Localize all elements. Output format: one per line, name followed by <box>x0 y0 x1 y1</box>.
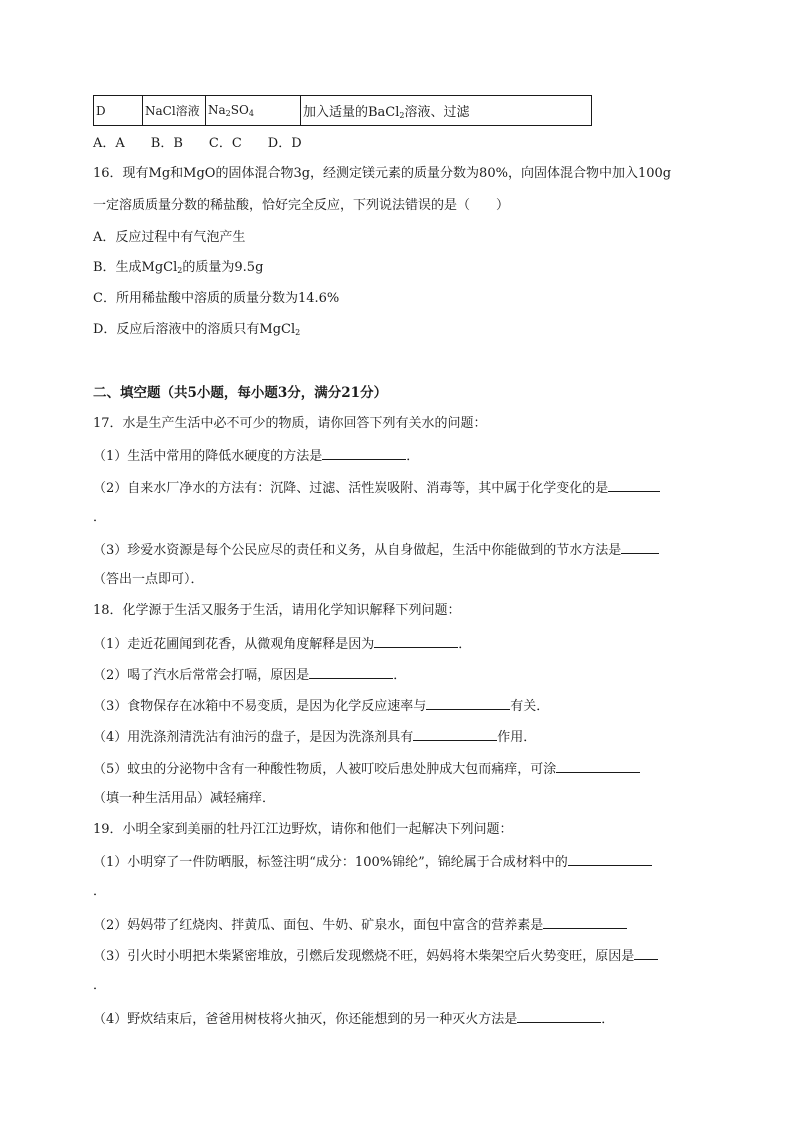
q18-part2: （2）喝了汽水后常常会打嗝，原因是 ． <box>93 668 407 683</box>
q18-part5-end: （填一种生活用品）减轻痛痒． <box>93 791 276 806</box>
q17-part2: （2）自来水厂净水的方法有：沉降、过滤、活性炭吸附、消毒等，其中属于化学变化的是 <box>93 479 660 497</box>
q16-stem-line1: 16．现有Mg和MgO的固体混合物3g，经测定镁元素的质量分数为80%，向固体混合物中加入100g <box>93 166 672 181</box>
q18-stem: 18．化学源于生活又服务于生活，请用化学知识解释下列问题： <box>93 603 461 618</box>
q18-part5: （5）蚊虫的分泌物中含有一种酸性物质，人被叮咬后患处肿成大包而痛痒，可涂 <box>93 760 640 778</box>
answer-blank[interactable] <box>374 635 458 648</box>
q19-stem: 19．小明全家到美丽的牡丹江江边野炊，请你和他们一起解决下列问题： <box>93 822 513 837</box>
q19-part2: （2）妈妈带了红烧肉、拌黄瓜、面包、牛奶、矿泉水，面包中富含的营养素是 <box>93 916 627 934</box>
q17-stem: 17．水是生产生活中必不可少的物质，请你回答下列有关水的问题： <box>93 416 487 431</box>
q18-part3: （3）食物保存在冰箱中不易变质，是因为化学反应速率与 有关． <box>93 699 550 714</box>
table-cell-option: D <box>94 96 143 126</box>
q16-option-b: B．生成MgCl$_2$的质量为9.5g <box>93 260 264 275</box>
q17-part3: （3）珍爱水资源是每个公民应尽的责任和义务，从自身做起，生活中你能做到的节水方法是 <box>93 541 659 559</box>
q19-part3: （3）引火时小明把木柴紧密堆放，引燃后发现燃烧不旺，妈妈将木柴架空后火势变旺，原因是 <box>93 947 658 965</box>
answer-blank[interactable] <box>634 947 658 960</box>
answer-blank[interactable] <box>426 697 510 710</box>
table-cell-method: 加入适量的BaCl$_2$溶液、过滤 <box>301 96 592 126</box>
answer-blank[interactable] <box>413 728 497 741</box>
answer-blank[interactable] <box>608 479 660 492</box>
q17-part2-end: ． <box>93 510 107 525</box>
q18-part1: （1）走近花圃闻到花香，从微观角度解释是因为 ． <box>93 637 472 652</box>
q17-part1: （1）生活中常用的降低水硬度的方法是 ． <box>93 449 420 464</box>
q19-part1: （1）小明穿了一件防晒服，标签注明“成分：100%锦纶”，锦纶属于合成材料中的 <box>93 853 652 871</box>
q17-part3-end: （答出一点即可）． <box>93 572 204 587</box>
q19-part1-end: ． <box>93 884 107 899</box>
answer-blank[interactable] <box>556 760 640 773</box>
options-table-row-d <box>93 95 592 126</box>
q19-part4: （4）野炊结束后，爸爸用树枝将火抽灭，你还能想到的另一种灭火方法是 ． <box>93 1012 615 1027</box>
q19-part3-end: ． <box>93 978 107 993</box>
table-cell-reagent: NaCl溶液 <box>143 96 206 126</box>
q16-option-c: C．所用稀盐酸中溶质的质量分数为14.6% <box>93 291 340 306</box>
q16-option-a: A．反应过程中有气泡产生 <box>93 230 246 245</box>
answer-blank[interactable] <box>322 447 406 460</box>
q18-part4: （4）用洗涤剂清洗沾有油污的盘子，是因为洗涤剂具有 作用． <box>93 730 537 745</box>
answer-blank[interactable] <box>309 666 393 679</box>
table-cell-impurity: $Na_2SO_4$ <box>206 96 301 126</box>
q16-option-d: D．反应后溶液中的溶质只有MgCl$_2$ <box>93 322 301 337</box>
answer-blank[interactable] <box>621 541 659 554</box>
q16-stem-line2: 一定溶质质量分数的稀盐酸，恰好完全反应，下列说法错误的是（ ） <box>93 198 510 213</box>
q15-options: A．A B．B C．C D．D <box>93 136 302 151</box>
answer-blank[interactable] <box>517 1010 601 1023</box>
answer-blank[interactable] <box>543 916 627 929</box>
section-title: 二、填空题（共5小题，每小题3分，满分21分） <box>93 385 388 401</box>
answer-blank[interactable] <box>568 853 652 866</box>
